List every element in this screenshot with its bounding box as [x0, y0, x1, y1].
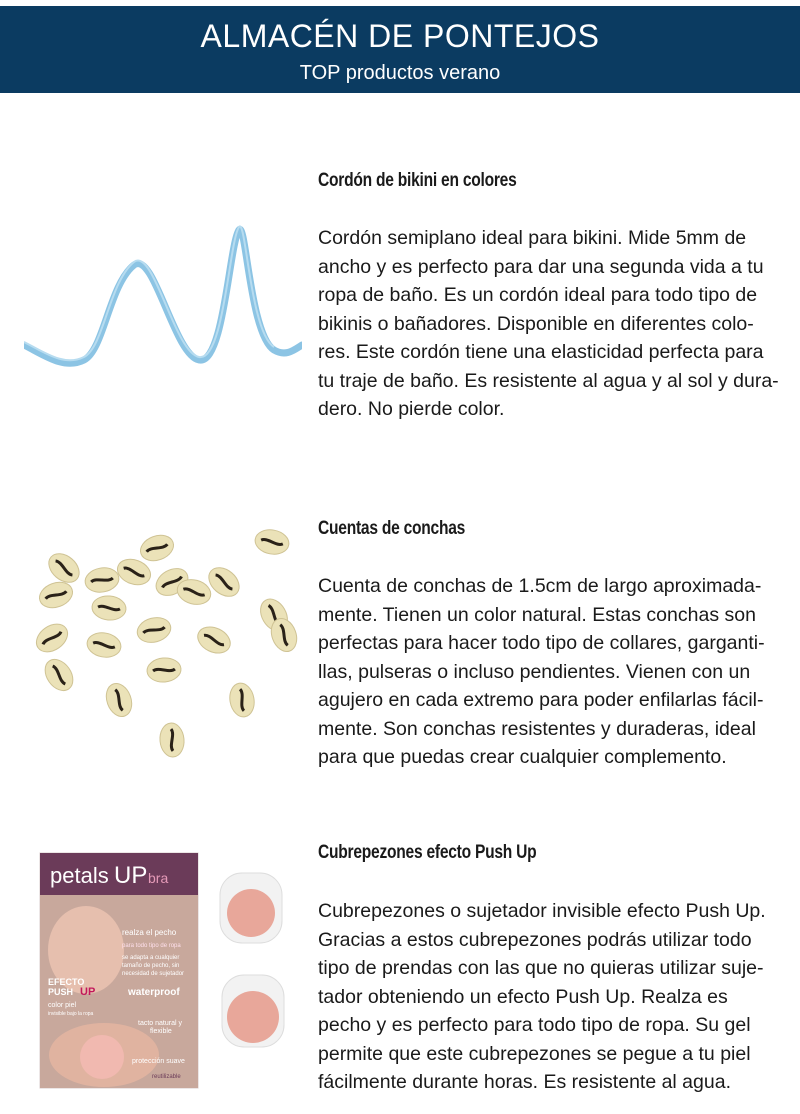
svg-text:para todo tipo de ropa: para todo tipo de ropa [122, 943, 181, 949]
svg-text:UP: UP [80, 986, 96, 998]
page-subtitle: TOP productos verano [299, 62, 501, 84]
svg-text:PUSH: PUSH [48, 987, 74, 997]
svg-text:se adapta a cualquier: se adapta a cualquier [122, 955, 180, 961]
svg-text:bra: bra [148, 870, 169, 886]
svg-text:tamaño de pecho, sin: tamaño de pecho, sin [122, 963, 180, 969]
svg-text:waterproof: waterproof [128, 987, 180, 998]
svg-text:EFECTO: EFECTO [48, 977, 85, 987]
svg-text:tacto natural y: tacto natural y [138, 1020, 182, 1027]
product-name: Cuentas de conchas [318, 518, 466, 539]
svg-text:invisible bajo la ropa: invisible bajo la ropa [48, 1011, 94, 1017]
product-name: Cubrepezones efecto Push Up [318, 842, 537, 863]
svg-text:protección suave: protección suave [132, 1058, 185, 1065]
cowrie-shells-image [24, 500, 302, 790]
svg-text:petals: petals [50, 863, 109, 888]
page-header [0, 6, 800, 93]
blue-ribbon-image [24, 185, 302, 435]
product-image-conchas [24, 500, 302, 790]
product-image-cordon [24, 185, 302, 435]
svg-text:color piel: color piel [48, 1002, 77, 1009]
svg-text:necesidad de sujetador: necesidad de sujetador [122, 971, 185, 977]
product-name: Cordón de bikini en colores [318, 170, 517, 191]
svg-text:UP: UP [114, 862, 148, 889]
product-description: Cordón semiplano ideal para bikini. Mide 5mm de ancho y es perfecto para dar una segunda vida a tu ropa de baño. Es un cordón ideal para todo tipo de bikinis o bañadores. Disponible en diferentes colo- res. Este cordón tiene una elasticidad perfecta para tu traje de baño. Es resistente al agua y al sol y dura- dero. No pierde color. [318, 227, 779, 420]
page-title: ALMACÉN DE PONTEJOS [200, 18, 600, 54]
product-description: Cuenta de conchas de 1.5cm de largo aproximada- mente. Tienen un color natural. Estas conchas son perfectas para hacer todo tipo de collares, garganti- llas, pulseras o incluso pendientes. Vienen con un agujero en cada extremo para poder enfilarlas fácil- mente. Son conchas resistentes y duraderas, ideal para que puedas crear cualquier complemento. [318, 575, 765, 768]
svg-text:flexible: flexible [150, 1028, 172, 1035]
svg-text:realza el pecho: realza el pecho [122, 928, 177, 937]
product-image-cubrepezones [24, 835, 302, 1110]
petalsup-package-image [24, 835, 302, 1110]
svg-text:reutilizable: reutilizable [152, 1074, 181, 1080]
product-description: Cubrepezones o sujetador invisible efecto Push Up. Gracias a estos cubrepezones podrás utilizar todo tipo de prendas con las que no quieras utilizar suje- tador obteniendo un efecto Push Up. Realza es pecho y es perfecto para todo tipo de ropa. Su gel permite que este cubrepezones se pegue a tu piel fácilmente durante horas. Es resistente al agua. [318, 900, 766, 1093]
